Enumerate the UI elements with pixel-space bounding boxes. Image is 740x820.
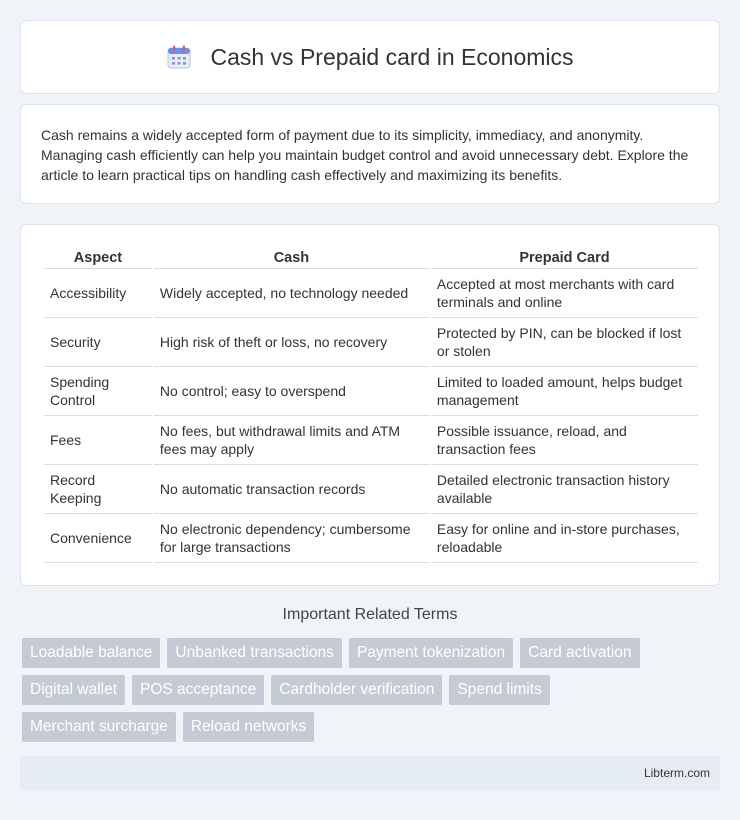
table-cell: Record Keeping <box>44 465 152 514</box>
table-cell: Limited to loaded amount, helps budget management <box>431 367 698 416</box>
table-row <box>44 367 698 416</box>
table-cell: Security <box>44 318 152 367</box>
header-card <box>20 20 720 94</box>
footer-site-link[interactable]: Libterm.com <box>643 766 710 780</box>
table-cell: No electronic dependency; cumbersome for large transactions <box>154 514 429 563</box>
table-cell: No automatic transaction records <box>154 465 429 514</box>
related-terms-list <box>22 638 722 749</box>
term-tag[interactable]: Card activation <box>520 638 639 668</box>
table-cell: Widely accepted, no technology needed <box>154 269 429 318</box>
table-cell: Accessibility <box>44 269 152 318</box>
table-cell: Easy for online and in-store purchases, reloadable <box>431 514 698 563</box>
calendar-icon <box>166 44 192 70</box>
table-row <box>44 465 698 514</box>
term-tag[interactable]: Merchant surcharge <box>22 712 176 742</box>
tag-row <box>22 712 722 742</box>
term-tag[interactable]: POS acceptance <box>132 675 264 705</box>
table-cell: Fees <box>44 416 152 465</box>
table-cell: High risk of theft or loss, no recovery <box>154 318 429 367</box>
intro-card <box>20 104 720 204</box>
footer <box>20 756 720 790</box>
term-tag[interactable]: Unbanked transactions <box>167 638 342 668</box>
page-title: Cash vs Prepaid card in Economics <box>210 43 574 70</box>
table-cell: Protected by PIN, can be blocked if lost or stolen <box>431 318 698 367</box>
tag-row <box>22 675 722 705</box>
related-terms-title: Important Related Terms <box>282 606 458 623</box>
table-row <box>44 269 698 318</box>
table-header-row <box>44 245 698 269</box>
comparison-table <box>42 245 700 563</box>
table-cell: Convenience <box>44 514 152 563</box>
term-tag[interactable]: Spend limits <box>449 675 549 705</box>
table-row <box>44 318 698 367</box>
table-cell: Spending Control <box>44 367 152 416</box>
table-row <box>44 514 698 563</box>
table-cell: No fees, but withdrawal limits and ATM fees may apply <box>154 416 429 465</box>
table-cell: Possible issuance, reload, and transaction fees <box>431 416 698 465</box>
table-cell: No control; easy to overspend <box>154 367 429 416</box>
column-header-prepaid-card: Prepaid Card <box>431 245 698 269</box>
column-header-cash: Cash <box>154 245 429 269</box>
column-header-aspect: Aspect <box>44 245 152 269</box>
tag-row <box>22 638 722 668</box>
intro-text: Cash remains a widely accepted form of payment due to its simplicity, immediacy, and anonymity. Managing cash efficiently can help you maintain budget control and avoid unnecessary debt. Explore the article to learn practical tips on handling cash effectively and maximizing its benefits. <box>41 127 689 183</box>
term-tag[interactable]: Payment tokenization <box>349 638 513 668</box>
term-tag[interactable]: Digital wallet <box>22 675 125 705</box>
term-tag[interactable]: Cardholder verification <box>271 675 442 705</box>
table-cell: Detailed electronic transaction history available <box>431 465 698 514</box>
table-row <box>44 416 698 465</box>
comparison-table-card <box>20 224 720 586</box>
term-tag[interactable]: Reload networks <box>183 712 314 742</box>
table-cell: Accepted at most merchants with card terminals and online <box>431 269 698 318</box>
term-tag[interactable]: Loadable balance <box>22 638 160 668</box>
